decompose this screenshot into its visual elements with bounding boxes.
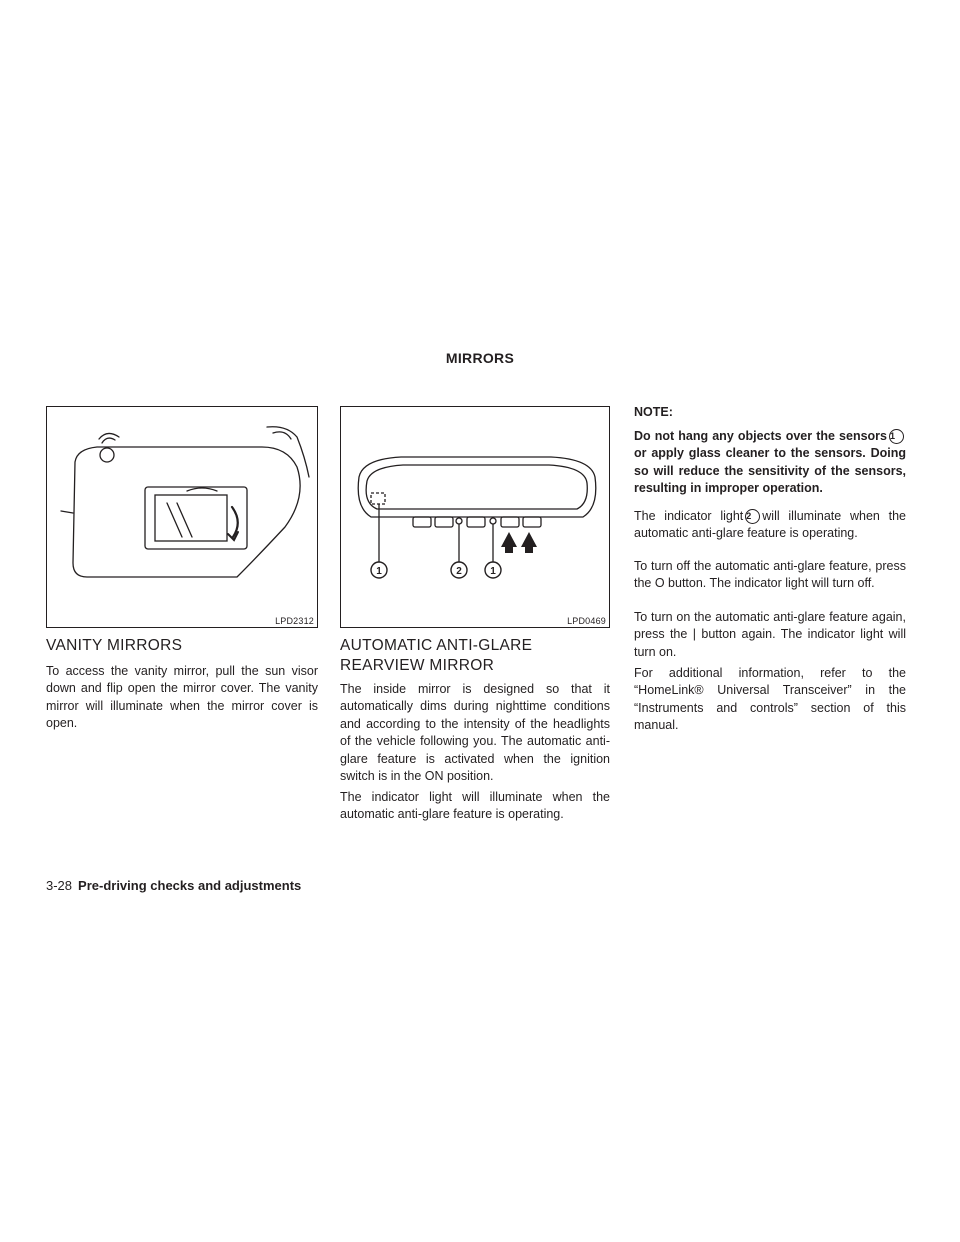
callout-2: 2 <box>456 566 462 577</box>
rearview-mirror-illustration <box>341 407 611 629</box>
antiglare-heading-line1: AUTOMATIC ANTI-GLARE <box>340 637 533 654</box>
note-warning <box>634 428 906 498</box>
note-warning-end: or apply glass cleaner to the sensors. Doing so will reduce the sensitivity of the sensors, resulting in improper operation. <box>634 446 906 496</box>
callout-ref-1: 1 <box>889 429 904 444</box>
note-indicator-para <box>634 508 906 543</box>
note-turn-off-para: To turn off the automatic anti-glare feature, press the O button. The indicator light will turn off. <box>634 559 906 591</box>
chapter-title: Pre-driving checks and adjustments <box>78 878 302 893</box>
callout-ref-2: 2 <box>745 509 760 524</box>
antiglare-heading <box>340 636 610 676</box>
rearview-mirror-figure <box>340 406 610 628</box>
section-title: MIRRORS <box>445 350 515 366</box>
callout-1-left: 1 <box>376 566 382 577</box>
antiglare-heading-line2: REARVIEW MIRROR <box>340 657 495 674</box>
note-warning-start: Do not hang any objects over the sensors <box>634 429 887 443</box>
note-turn-on-para: To turn on the automatic anti-glare feature again, press the | button again. The indicator light will turn on. <box>634 610 906 659</box>
vanity-mirror-figure <box>46 406 318 628</box>
page-number: 3-28 <box>46 878 73 893</box>
indicator-text-start: The indicator light <box>634 509 744 523</box>
page-footer <box>46 878 301 893</box>
antiglare-para1: The inside mirror is designed so that it automatically dims during nighttime conditions and according to the intensity of the headlights of the vehicle following you. The automatic anti-glare feature is activated when the ignition switch is in the ON position. <box>340 682 610 784</box>
callout-1-right: 1 <box>490 566 496 577</box>
antiglare-para2: The indicator light will illuminate when the automatic anti-glare feature is operating. <box>340 790 610 822</box>
note-label: NOTE: <box>634 405 673 419</box>
indicator-text-end: will illuminate when the automatic anti-glare feature is operating. <box>634 509 906 541</box>
figure-code: LPD2312 <box>275 616 314 626</box>
vanity-mirror-illustration <box>47 407 319 629</box>
note-additional-info-para: For additional information, refer to the “HomeLink® Universal Transceiver” in the “Instruments and controls” section of this manual. <box>634 666 906 733</box>
figure-code: LPD0469 <box>567 616 606 626</box>
vanity-body: To access the vanity mirror, pull the sun visor down and flip open the mirror cover. The vanity mirror will illuminate when the mirror cover is open. <box>46 664 318 731</box>
vanity-heading: VANITY MIRRORS <box>46 637 183 654</box>
